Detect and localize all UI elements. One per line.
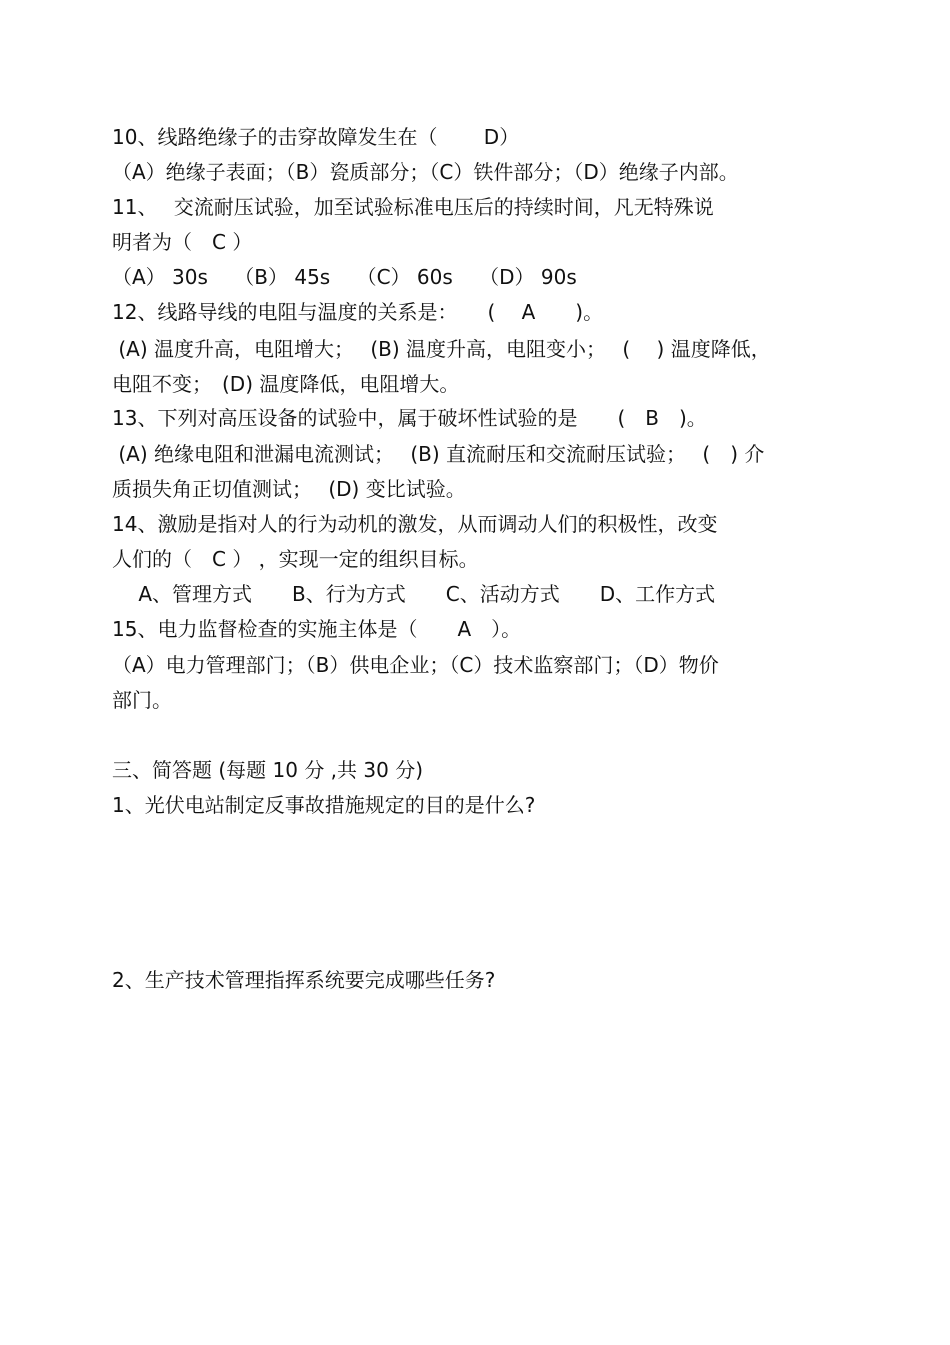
question-12-options: (A) 温度升高，电阻增大； (B) 温度升高，电阻变小； ( ) 温度降低， [112, 337, 771, 361]
short-answer-question-2: 2、生产技术管理指挥系统要完成哪些任务? [112, 968, 496, 992]
question-11-options: （A） 30s （B） 45s （C） 60s （D） 90s [112, 265, 577, 289]
question-12-options-cont: 电阻不变； (D) 温度降低，电阻增大。 [112, 372, 460, 396]
question-12-stem: 12、线路导线的电阻与温度的关系是： ( A )。 [112, 300, 604, 324]
question-13-stem: 13、下列对高压设备的试验中，属于破坏性试验的是 ( B )。 [112, 406, 707, 430]
section-3-heading: 三、简答题 (每题 10 分 ,共 30 分) [112, 758, 424, 782]
question-11-stem: 11、 交流耐压试验，加至试验标准电压后的持续时间，凡无特殊说 [112, 195, 714, 219]
question-13-options-cont: 质损失角正切值测试； (D) 变比试验。 [112, 477, 466, 501]
question-15-options: （A）电力管理部门；（B）供电企业；（C）技术监察部门；（D）物价 [112, 653, 719, 677]
question-15-options-cont: 部门。 [112, 688, 172, 712]
question-14-stem-cont: 人们的（ C ） ，实现一定的组织目标。 [112, 547, 479, 571]
question-13-options: (A) 绝缘电阻和泄漏电流测试； (B) 直流耐压和交流耐压试验； ( ) 介 [112, 442, 765, 466]
question-10-stem: 10、线路绝缘子的击穿故障发生在（ D） [112, 125, 520, 149]
question-10-options: （A）绝缘子表面；（B）瓷质部分；（C）铁件部分；（D）绝缘子内部。 [112, 160, 739, 184]
question-14-stem: 14、激励是指对人的行为动机的激发，从而调动人们的积极性，改变 [112, 512, 718, 536]
question-14-options: A、管理方式 B、行为方式 C、活动方式 D、工作方式 [112, 582, 716, 606]
question-15-stem: 15、电力监督检查的实施主体是（ A ）。 [112, 617, 522, 641]
question-11-stem-cont: 明者为（ C ） [112, 230, 253, 254]
short-answer-question-1: 1、光伏电站制定反事故措施规定的目的是什么? [112, 793, 536, 817]
